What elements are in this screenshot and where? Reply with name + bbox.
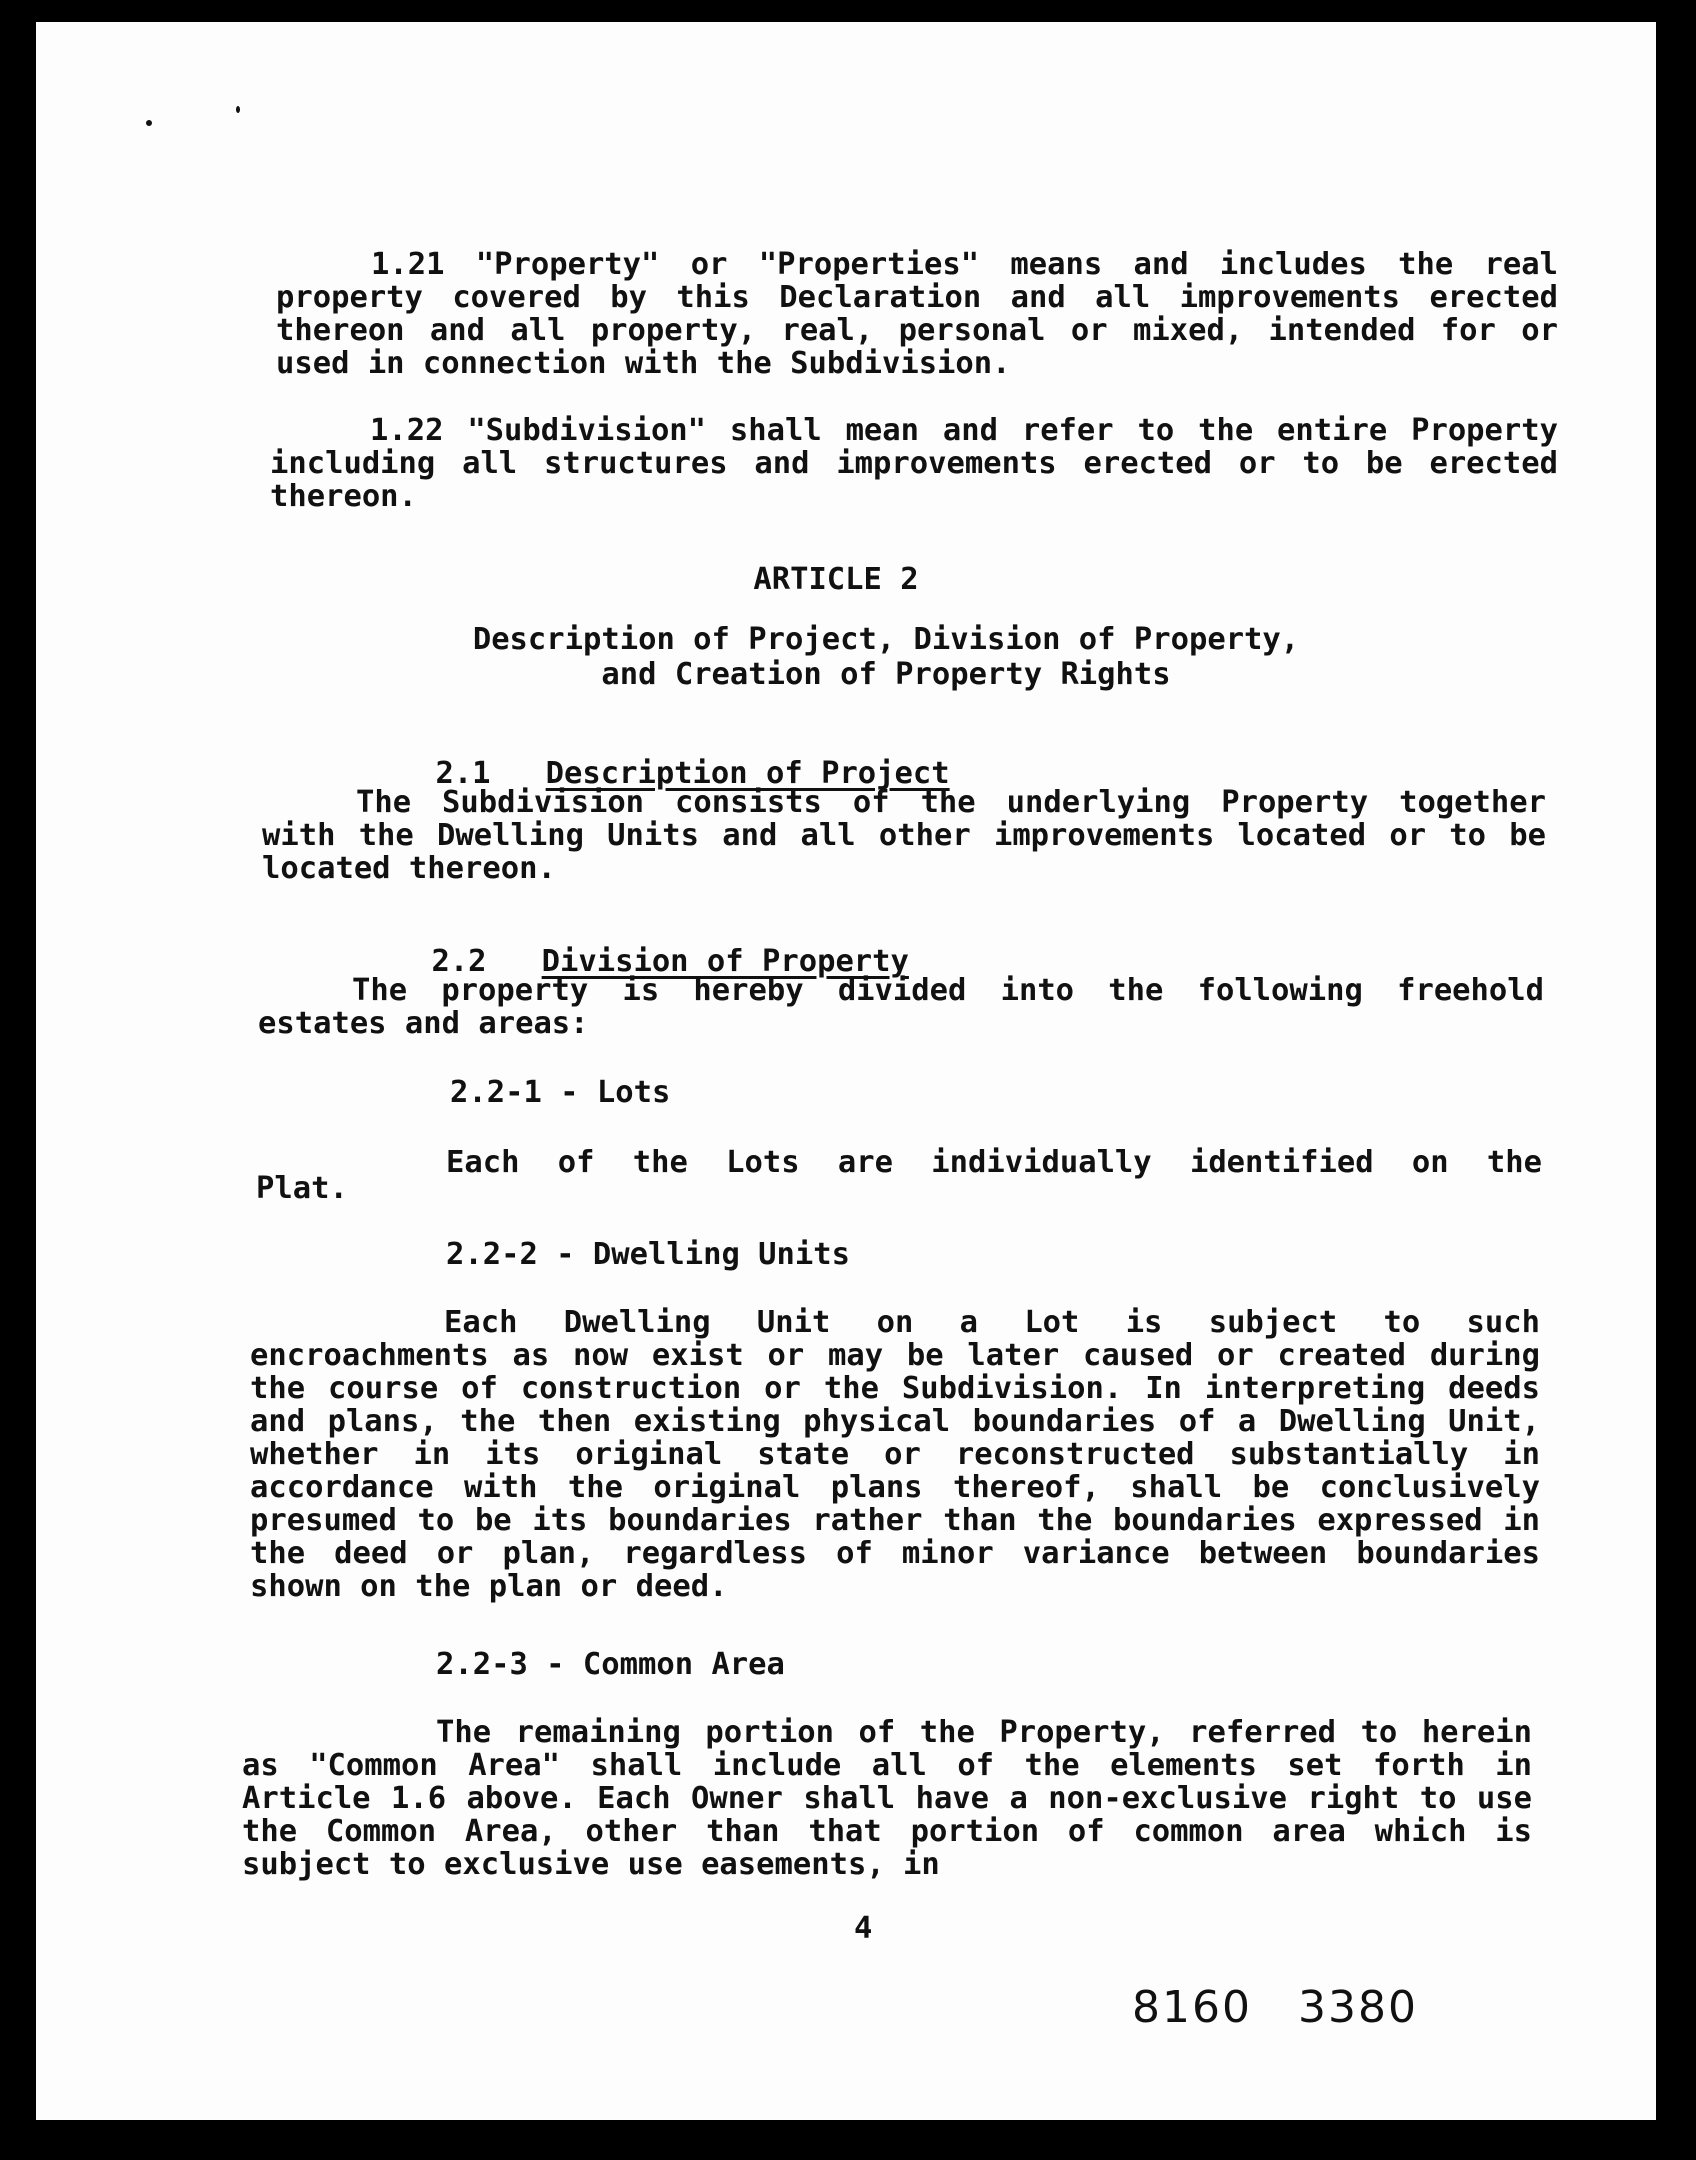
section-1-21: 1.21 "Property" or "Properties" means and includes the real property covered by this Declaration and all improvements erected thereon and all property, real, personal or mixed, intended for or used in connection with the Subdivision. xyxy=(276,247,1558,381)
section-2-1-text: The Subdivision consists of the underlying Property together with the Dwelling Units and all other improvements located or to be located thereon. xyxy=(262,785,1546,886)
section-2-1-title: Description of Project xyxy=(545,756,950,791)
section-2-2-text: The property is hereby divided into the following freehold estates and areas: xyxy=(258,973,1544,1041)
section-2-1-number: 2.1 xyxy=(435,756,491,791)
page-reference: 3380 xyxy=(1298,1982,1418,2033)
article-subtitle-line1: Description of Project, Division of Property, xyxy=(472,622,1300,657)
subsection-2-2-3-text: The remaining portion of the Property, referred to herein as "Common Area" shall include all of the elements set forth in Article 1.6 above. Each Owner shall have a non-exclusive right to use the Common Area, other than that portion of common area which is subject to exclusive use easements, in xyxy=(242,1715,1532,1882)
book-number: 8160 xyxy=(1132,1982,1252,2033)
subsection-2-2-2-heading: 2.2-2 - Dwelling Units xyxy=(446,1237,850,1272)
subsection-2-2-1-text: Each of the Lots are individually identified on the xyxy=(446,1145,1542,1180)
section-1-22: 1.22 "Subdivision" shall mean and refer to the entire Property including all structures and improvements erected or to be erected thereon. xyxy=(270,413,1558,514)
subsection-2-2-1-heading: 2.2-1 - Lots xyxy=(450,1075,671,1110)
article-subtitle-line2: and Creation of Property Rights xyxy=(601,657,1171,692)
scan-speck xyxy=(236,106,240,113)
scan-speck xyxy=(146,120,152,126)
section-2-2-title: Division of Property xyxy=(541,944,909,979)
subsection-2-2-2-text: Each Dwelling Unit on a Lot is subject to such encroachments as now exist or may be later caused or created during the course of construction or the Subdivision. In interpreting deeds and plans, the then existing physical boundaries of a Dwelling Unit, whether in its original state or reconstructed substantially in accordance with the original plans thereof, shall be conclusively presumed to be its boundaries rather than the boundaries expressed in the deed or plan, regardless of minor variance between boundaries shown on the plan or deed. xyxy=(250,1305,1540,1604)
document-page xyxy=(36,22,1656,2120)
subsection-2-2-3-heading: 2.2-3 - Common Area xyxy=(436,1647,785,1682)
section-2-2-number: 2.2 xyxy=(431,944,487,979)
subsection-2-2-1-text-continued: Plat. xyxy=(256,1171,348,1206)
page-number: 4 xyxy=(854,1911,873,1946)
article-title: ARTICLE 2 xyxy=(753,562,919,597)
